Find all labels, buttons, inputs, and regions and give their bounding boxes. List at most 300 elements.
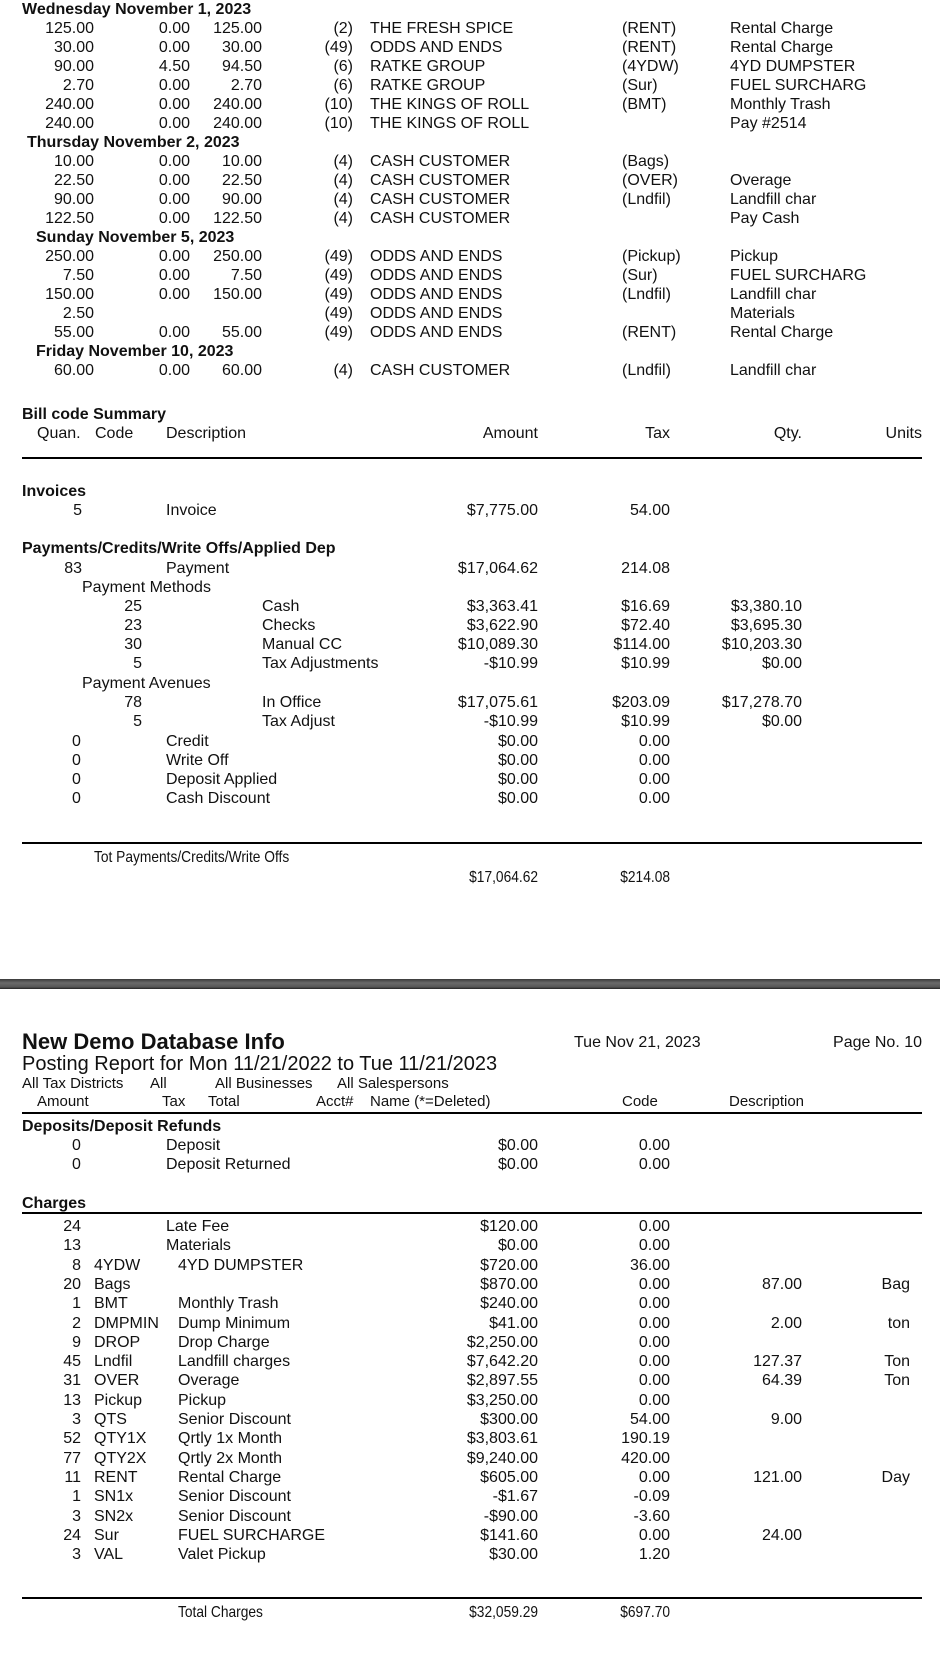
charge-quan: 1	[72, 1488, 81, 1506]
tx-acct: (4)	[333, 362, 353, 379]
charge-quan: 13	[63, 1391, 81, 1409]
tx-acct: (2)	[333, 20, 353, 37]
charge-code: DMPMIN	[94, 1314, 159, 1332]
charge-code: QTY1X	[94, 1430, 147, 1448]
charge-tax: 190.19	[621, 1430, 670, 1448]
tx-amount: 240.00	[45, 96, 94, 113]
tx-total: 240.00	[213, 96, 262, 113]
charge-quan: 1	[72, 1295, 81, 1313]
tx-tax: 0.00	[158, 286, 190, 303]
charge-tax: 0.00	[638, 1295, 670, 1313]
tx-acct: (49)	[324, 324, 353, 341]
tx-total: 7.50	[230, 267, 262, 284]
tx-name: CASH CUSTOMER	[370, 210, 511, 227]
tx-tax: 0.00	[158, 77, 190, 94]
tx-total: 240.00	[213, 115, 262, 132]
charge-description: Overage	[178, 1372, 240, 1390]
charge-tax: 54.00	[629, 1411, 670, 1428]
other-description: Credit	[166, 733, 209, 750]
tx-acct: (6)	[333, 58, 353, 75]
tx-code: (Sur)	[622, 77, 658, 94]
charge-qty: 9.00	[770, 1411, 802, 1428]
tx-tax: 0.00	[158, 267, 190, 284]
charge-tax: 1.20	[638, 1546, 670, 1564]
avenue-amount: $17,075.61	[457, 694, 538, 711]
charge-code: SN2x	[94, 1507, 134, 1525]
tx-code: (BMT)	[622, 96, 667, 113]
tx-acct: (10)	[324, 115, 353, 132]
invoice-amount: $7,775.00	[466, 502, 538, 519]
bill-code-summary-title: Bill code Summary	[22, 406, 167, 423]
tx-amount: 122.50	[45, 210, 94, 227]
invoice-description: Invoice	[166, 502, 217, 519]
report-title: Posting Report for Mon 11/21/2022 to Tue 11/21/2023	[22, 1053, 498, 1075]
method-quan: 30	[124, 636, 142, 653]
tx-amount: 30.00	[53, 39, 94, 56]
charge-tax: 0.00	[638, 1237, 670, 1255]
charge-tax: 0.00	[638, 1353, 670, 1371]
other-tax: 0.00	[638, 752, 670, 769]
tx-amount: 250.00	[45, 248, 94, 265]
tx-code: (RENT)	[622, 39, 677, 56]
deposit-tax: 0.00	[638, 1137, 670, 1154]
other-amount: $0.00	[497, 790, 538, 807]
tx-name: ODDS AND ENDS	[370, 324, 503, 341]
header-acct: Acct#	[316, 1093, 354, 1110]
tx-description: Landfill char	[730, 362, 817, 379]
method-quan: 5	[133, 655, 142, 672]
payment-quan: 83	[64, 560, 82, 577]
deposit-quan: 0	[72, 1156, 81, 1173]
tx-acct: (10)	[324, 96, 353, 113]
date-heading: Thursday November 2, 2023	[27, 134, 240, 151]
tx-acct: (4)	[333, 191, 353, 208]
charge-units: ton	[887, 1314, 910, 1332]
tx-tax: 0.00	[158, 172, 190, 189]
other-tax: 0.00	[638, 733, 670, 750]
charge-code: DROP	[94, 1333, 141, 1351]
charge-quan: 24	[63, 1218, 81, 1235]
charge-description: 4YD DUMPSTER	[178, 1256, 304, 1274]
tx-total: 60.00	[221, 362, 262, 379]
charges-title: Charges	[22, 1195, 87, 1212]
tx-name: ODDS AND ENDS	[370, 305, 503, 322]
tx-description: Pay #2514	[730, 115, 807, 132]
tx-name: RATKE GROUP	[370, 77, 486, 94]
charge-description: Qrtly 2x Month	[178, 1449, 283, 1467]
charge-amount: $120.00	[480, 1218, 538, 1235]
tx-acct: (49)	[324, 248, 353, 265]
charge-description: Dump Minimum	[178, 1314, 291, 1332]
report-date: Tue Nov 21, 2023	[574, 1034, 701, 1051]
method-description: Manual CC	[262, 636, 343, 653]
charge-qty: 127.37	[753, 1353, 802, 1371]
other-description: Write Off	[166, 752, 229, 769]
database-title: New Demo Database Info	[22, 1029, 285, 1054]
charge-amount: $240.00	[480, 1295, 538, 1313]
tx-description: Landfill char	[730, 191, 817, 208]
tx-total: 10.00	[221, 153, 262, 170]
payment-methods-title: Payment Methods	[82, 579, 211, 596]
tx-name: ODDS AND ENDS	[370, 248, 503, 265]
tx-description: Pickup	[730, 248, 779, 265]
tx-name: ODDS AND ENDS	[370, 286, 503, 303]
charge-amount: $605.00	[480, 1468, 538, 1486]
tx-amount: 2.70	[62, 77, 94, 94]
method-amount: $3,622.90	[466, 617, 538, 634]
tx-description: Landfill char	[730, 286, 817, 303]
charge-quan: 45	[63, 1353, 81, 1371]
charge-amount: $30.00	[489, 1546, 538, 1564]
charge-units: Bag	[881, 1275, 910, 1293]
header-description: Description	[729, 1093, 805, 1110]
header-total: Total	[208, 1093, 240, 1110]
other-tax: 0.00	[638, 790, 670, 807]
deposit-description: Deposit Returned	[166, 1156, 291, 1173]
other-amount: $0.00	[497, 752, 538, 769]
charge-qty: 87.00	[761, 1275, 802, 1293]
charge-units: Ton	[884, 1372, 910, 1390]
header-units: Units	[885, 425, 922, 442]
charge-amount: -$1.67	[492, 1488, 538, 1506]
deposit-quan: 0	[72, 1137, 81, 1154]
charge-amount: $720.00	[480, 1256, 538, 1274]
header-tax: Tax	[645, 425, 670, 442]
divider	[22, 1597, 922, 1599]
charge-amount: $2,250.00	[466, 1333, 538, 1351]
tx-total: 30.00	[221, 39, 262, 56]
tx-name: CASH CUSTOMER	[370, 191, 511, 208]
charge-amount: $2,897.55	[466, 1372, 538, 1390]
charge-qty: 24.00	[761, 1526, 802, 1544]
tx-name: THE KINGS OF ROLL	[370, 96, 530, 113]
charge-quan: 77	[63, 1449, 81, 1467]
tx-acct: (4)	[333, 153, 353, 170]
charge-tax: -0.09	[633, 1488, 670, 1506]
method-total: $3,380.10	[730, 598, 802, 615]
deposit-tax: 0.00	[638, 1156, 670, 1173]
tx-amount: 125.00	[45, 20, 94, 37]
charge-amount: $870.00	[480, 1275, 538, 1293]
tx-description: FUEL SURCHARG	[730, 77, 867, 94]
charge-quan: 2	[72, 1314, 81, 1332]
tot-payments-label: Tot Payments/Credits/Write Offs	[94, 849, 290, 866]
tx-name: RATKE GROUP	[370, 58, 486, 75]
method-tax: $16.69	[621, 598, 670, 615]
tx-total: 150.00	[213, 286, 262, 303]
charge-description: Senior Discount	[178, 1411, 291, 1428]
avenue-total: $17,278.70	[721, 694, 802, 711]
avenue-total: $0.00	[761, 713, 802, 730]
tx-acct: (4)	[333, 172, 353, 189]
tx-name: CASH CUSTOMER	[370, 172, 511, 189]
tx-description: Rental Charge	[730, 20, 834, 37]
tx-tax: 0.00	[158, 362, 190, 379]
tx-code: (Bags)	[622, 153, 670, 170]
charge-code: Bags	[94, 1275, 131, 1293]
deposits-title: Deposits/Deposit Refunds	[22, 1118, 222, 1135]
method-quan: 25	[124, 598, 142, 615]
tx-amount: 60.00	[53, 362, 94, 379]
tx-acct: (6)	[333, 77, 353, 94]
tx-amount: 55.00	[53, 324, 94, 341]
payment-amount: $17,064.62	[457, 560, 538, 577]
tx-code: (Lndfil)	[622, 191, 671, 208]
charge-description: Pickup	[178, 1391, 227, 1409]
tx-code: (Pickup)	[622, 248, 681, 265]
charge-quan: 9	[72, 1333, 81, 1351]
other-quan: 0	[72, 733, 81, 750]
method-description: Tax Adjustments	[262, 655, 379, 672]
charge-description: Valet Pickup	[178, 1546, 266, 1564]
tx-description: Rental Charge	[730, 39, 834, 56]
filter-tax-value: All	[150, 1075, 167, 1092]
tx-code: (RENT)	[622, 20, 677, 37]
charge-code: Sur	[94, 1526, 119, 1544]
avenue-description: Tax Adjust	[262, 713, 335, 730]
charge-amount: $3,803.61	[466, 1430, 538, 1448]
other-description: Cash Discount	[166, 790, 271, 807]
total-charges-amount: $32,059.29	[469, 1604, 538, 1621]
total-charges-label: Total Charges	[178, 1604, 263, 1621]
charge-quan: 20	[63, 1275, 81, 1293]
tx-name: CASH CUSTOMER	[370, 153, 511, 170]
header-amount: Amount	[482, 425, 538, 442]
tx-acct: (4)	[333, 210, 353, 227]
tx-tax: 0.00	[158, 96, 190, 113]
charge-quan: 3	[72, 1546, 81, 1564]
divider	[22, 1212, 922, 1214]
charge-units: Day	[881, 1468, 910, 1486]
other-quan: 0	[72, 771, 81, 788]
charge-quan: 8	[72, 1256, 81, 1274]
charge-code: QTS	[94, 1411, 127, 1428]
charge-description: FUEL SURCHARGE	[178, 1526, 325, 1544]
tx-code: (RENT)	[622, 324, 677, 341]
charge-code: RENT	[94, 1468, 138, 1486]
tx-amount: 150.00	[45, 286, 94, 303]
tx-amount: 240.00	[45, 115, 94, 132]
method-amount: -$10.99	[483, 655, 538, 672]
other-quan: 0	[72, 752, 81, 769]
charge-description: Landfill charges	[178, 1353, 291, 1371]
charge-units: Ton	[884, 1353, 910, 1371]
charge-quan: 24	[63, 1526, 81, 1544]
tx-acct: (49)	[324, 305, 353, 322]
tx-total: 250.00	[213, 248, 262, 265]
method-total: $3,695.30	[730, 617, 802, 634]
tx-code: (Sur)	[622, 267, 658, 284]
charge-tax: 0.00	[638, 1391, 670, 1409]
tx-total: 94.50	[221, 58, 262, 75]
divider	[22, 457, 922, 459]
charge-amount: $9,240.00	[466, 1449, 538, 1467]
invoice-tax: 54.00	[629, 502, 670, 519]
tx-tax: 0.00	[158, 191, 190, 208]
charge-tax: 0.00	[638, 1526, 670, 1544]
charge-description: Senior Discount	[178, 1488, 291, 1506]
invoice-quan: 5	[73, 502, 82, 519]
tx-code: (Lndfil)	[622, 362, 671, 379]
deposit-amount: $0.00	[497, 1156, 538, 1173]
method-description: Cash	[262, 598, 300, 615]
charge-code: BMT	[94, 1295, 128, 1313]
charge-qty: 2.00	[770, 1314, 802, 1332]
charge-amount: $141.60	[480, 1526, 538, 1544]
payment-tax: 214.08	[621, 560, 670, 577]
charge-tax: 36.00	[629, 1256, 670, 1274]
tx-tax: 0.00	[158, 20, 190, 37]
charge-tax: 0.00	[638, 1333, 670, 1351]
charge-code: VAL	[94, 1546, 124, 1564]
tx-description: FUEL SURCHARG	[730, 267, 867, 284]
method-total: $0.00	[761, 655, 802, 672]
charge-quan: 52	[63, 1430, 81, 1448]
filter-salespersons: All Salespersons	[337, 1075, 449, 1092]
charge-qty: 64.39	[761, 1372, 802, 1390]
tx-amount: 7.50	[62, 267, 94, 284]
charge-code: SN1x	[94, 1488, 134, 1506]
method-total: $10,203.30	[721, 636, 802, 653]
date-heading: Sunday November 5, 2023	[36, 229, 235, 246]
page-number: Page No. 10	[833, 1034, 922, 1051]
payment-description: Payment	[166, 560, 230, 577]
tx-acct: (49)	[324, 286, 353, 303]
method-tax: $72.40	[621, 617, 670, 634]
charge-code: OVER	[94, 1372, 140, 1390]
tx-total: 90.00	[221, 191, 262, 208]
charge-amount: $7,642.20	[466, 1353, 538, 1371]
tx-total: 122.50	[213, 210, 262, 227]
charge-amount: -$90.00	[483, 1507, 538, 1525]
deposit-description: Deposit	[166, 1137, 221, 1154]
date-heading: Wednesday November 1, 2023	[22, 1, 252, 18]
header-code: Code	[95, 425, 134, 442]
method-amount: $10,089.30	[457, 636, 538, 653]
charge-quan: 3	[72, 1507, 81, 1525]
tx-code: (4YDW)	[622, 58, 679, 75]
other-description: Deposit Applied	[166, 771, 278, 788]
tx-amount: 90.00	[53, 191, 94, 208]
charge-amount: $41.00	[489, 1314, 538, 1332]
tx-name: ODDS AND ENDS	[370, 267, 503, 284]
charge-quan: 31	[63, 1372, 81, 1390]
header-tax: Tax	[162, 1093, 186, 1110]
charge-description: Monthly Trash	[178, 1295, 279, 1313]
charge-tax: 420.00	[621, 1449, 670, 1467]
tx-total: 125.00	[213, 20, 262, 37]
charge-quan: 13	[63, 1237, 81, 1255]
invoices-title: Invoices	[22, 483, 87, 500]
tx-total: 22.50	[221, 172, 262, 189]
tx-description: Rental Charge	[730, 324, 834, 341]
header-quan: Quan.	[37, 425, 81, 442]
charge-code: QTY2X	[94, 1449, 147, 1467]
tx-acct: (49)	[324, 39, 353, 56]
tx-name: THE KINGS OF ROLL	[370, 115, 530, 132]
tx-tax: 4.50	[158, 58, 190, 75]
tx-name: ODDS AND ENDS	[370, 39, 503, 56]
header-amount: Amount	[37, 1093, 89, 1110]
header-code: Code	[622, 1093, 658, 1110]
method-quan: 23	[124, 617, 142, 634]
charge-quan: 3	[72, 1411, 81, 1428]
tx-tax: 0.00	[158, 115, 190, 132]
charge-amount: $300.00	[480, 1411, 538, 1428]
header-qty: Qty.	[773, 425, 802, 442]
avenue-tax: $10.99	[621, 713, 670, 730]
filter-tax-districts: All Tax Districts	[22, 1075, 124, 1092]
tx-name: THE FRESH SPICE	[370, 20, 514, 37]
deposit-amount: $0.00	[497, 1137, 538, 1154]
tx-description: Materials	[730, 305, 795, 322]
charge-amount: $0.00	[497, 1237, 538, 1255]
tx-amount: 2.50	[62, 305, 94, 322]
avenue-tax: $203.09	[612, 694, 670, 711]
tx-total: 55.00	[221, 324, 262, 341]
tx-amount: 90.00	[53, 58, 94, 75]
charge-description: Rental Charge	[178, 1468, 282, 1486]
charge-amount: $3,250.00	[466, 1391, 538, 1409]
tot-payments-tax: $214.08	[620, 869, 670, 886]
tx-tax: 0.00	[158, 153, 190, 170]
charge-tax: 0.00	[638, 1275, 670, 1293]
tx-description: 4YD DUMPSTER	[730, 58, 856, 75]
filter-businesses: All Businesses	[215, 1075, 313, 1092]
charge-description: Late Fee	[166, 1218, 230, 1235]
charge-qty: 121.00	[753, 1468, 802, 1486]
tx-total: 2.70	[230, 77, 262, 94]
charge-code: Pickup	[94, 1391, 143, 1409]
tx-name: CASH CUSTOMER	[370, 362, 511, 379]
header-description: Description	[166, 425, 247, 442]
charge-code: 4YDW	[94, 1256, 141, 1274]
avenue-quan: 78	[124, 694, 142, 711]
other-quan: 0	[72, 790, 81, 807]
method-description: Checks	[262, 617, 316, 634]
date-heading: Friday November 10, 2023	[36, 343, 234, 360]
tx-code: (Lndfil)	[622, 286, 671, 303]
charge-description: Qrtly 1x Month	[178, 1430, 283, 1448]
avenue-quan: 5	[133, 713, 142, 730]
tx-code: (OVER)	[622, 172, 678, 189]
tx-amount: 22.50	[53, 172, 94, 189]
payments-title: Payments/Credits/Write Offs/Applied Dep	[22, 540, 336, 557]
charge-tax: 0.00	[638, 1314, 670, 1332]
tot-payments-amount: $17,064.62	[469, 869, 538, 886]
other-amount: $0.00	[497, 771, 538, 788]
header-name: Name (*=Deleted)	[370, 1093, 491, 1110]
tx-description: Pay Cash	[730, 210, 800, 227]
page-break	[0, 979, 940, 989]
charge-quan: 11	[64, 1468, 81, 1486]
other-tax: 0.00	[638, 771, 670, 788]
charge-tax: -3.60	[633, 1507, 670, 1525]
charge-tax: 0.00	[638, 1372, 670, 1390]
charge-code: Lndfil	[94, 1353, 133, 1371]
charge-description: Senior Discount	[178, 1507, 291, 1525]
method-amount: $3,363.41	[466, 598, 538, 615]
method-tax: $10.99	[621, 655, 670, 672]
charge-tax: 0.00	[638, 1468, 670, 1486]
avenue-description: In Office	[262, 694, 322, 711]
tx-acct: (49)	[324, 267, 353, 284]
charge-description: Drop Charge	[178, 1333, 270, 1351]
charge-tax: 0.00	[638, 1218, 670, 1235]
total-charges-tax: $697.70	[620, 1604, 670, 1621]
charge-description: Materials	[166, 1237, 231, 1255]
avenue-amount: -$10.99	[483, 713, 538, 730]
